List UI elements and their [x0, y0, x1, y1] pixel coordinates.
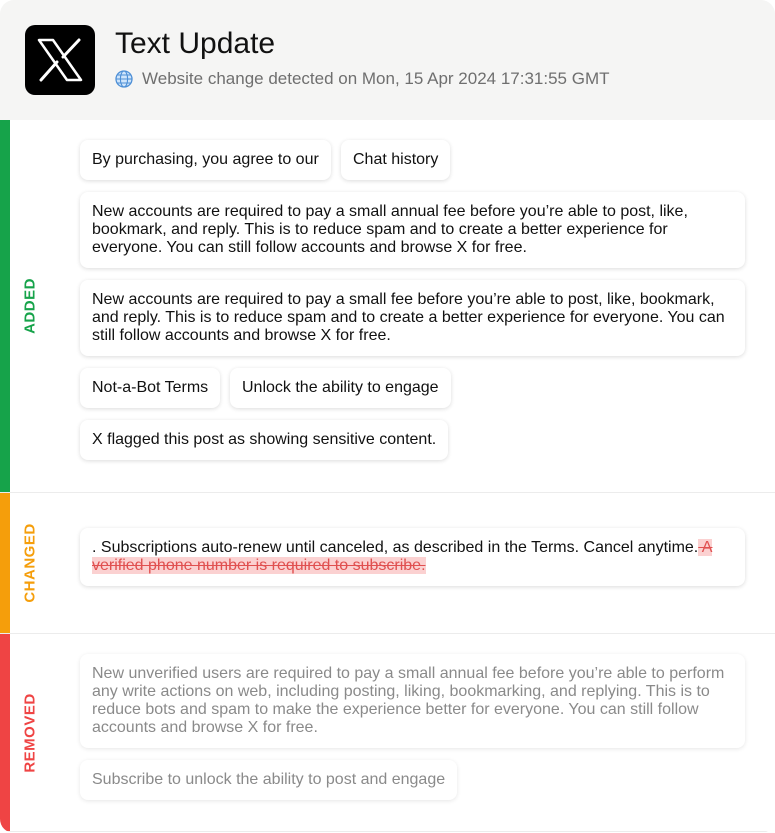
deleted-text: A verified phone number is required to subscribe.: [92, 539, 713, 574]
kept-text: . Subscriptions auto-renew until canceled, as described in the Terms. Cancel anytime.: [92, 539, 699, 556]
detection-timestamp: Website change detected on Mon, 15 Apr 2024 17:31:55 GMT: [142, 69, 610, 88]
added-item: New accounts are required to pay a small annual fee before you’re able to post, like, bookmark, and reply. This is to reduce spam and to create a better experience for everyone. You can still follow accounts and browse X for free.: [80, 192, 745, 268]
added-item: New accounts are required to pay a small fee before you’re able to post, like, bookmark, and reply. This is to reduce spam and to create a better experience for everyone. You can still follow accounts and browse X for free.: [80, 280, 745, 356]
globe-icon: [115, 70, 133, 88]
page-title: Text Update: [115, 27, 276, 60]
changed-section: [0, 493, 775, 634]
changed-label: CHANGED: [21, 523, 39, 603]
added-section: [0, 120, 775, 493]
changed-item: [80, 528, 745, 586]
detection-subtitle: [115, 69, 610, 89]
added-item: By purchasing, you agree to our: [80, 140, 331, 180]
removed-section: [0, 634, 775, 832]
added-item: Not-a-Bot Terms: [80, 368, 220, 408]
added-label: ADDED: [21, 278, 39, 334]
header: [0, 0, 775, 120]
x-logo-icon: [25, 25, 95, 95]
removed-bar: [0, 634, 10, 831]
changed-bar: [0, 493, 10, 633]
added-bar: [0, 120, 10, 492]
removed-item: New unverified users are required to pay a small annual fee before you’re able to perform any write actions on web, including posting, liking, bookmarking, and replying. This is to reduce bots and spam to make the experience better for everyone. You can still follow accounts and browse X for free.: [80, 654, 745, 748]
added-item: Unlock the ability to engage: [230, 368, 451, 408]
added-item: Chat history: [341, 140, 450, 180]
added-item: X flagged this post as showing sensitive content.: [80, 420, 448, 460]
removed-item: Subscribe to unlock the ability to post and engage: [80, 760, 457, 800]
removed-label: REMOVED: [21, 692, 39, 773]
